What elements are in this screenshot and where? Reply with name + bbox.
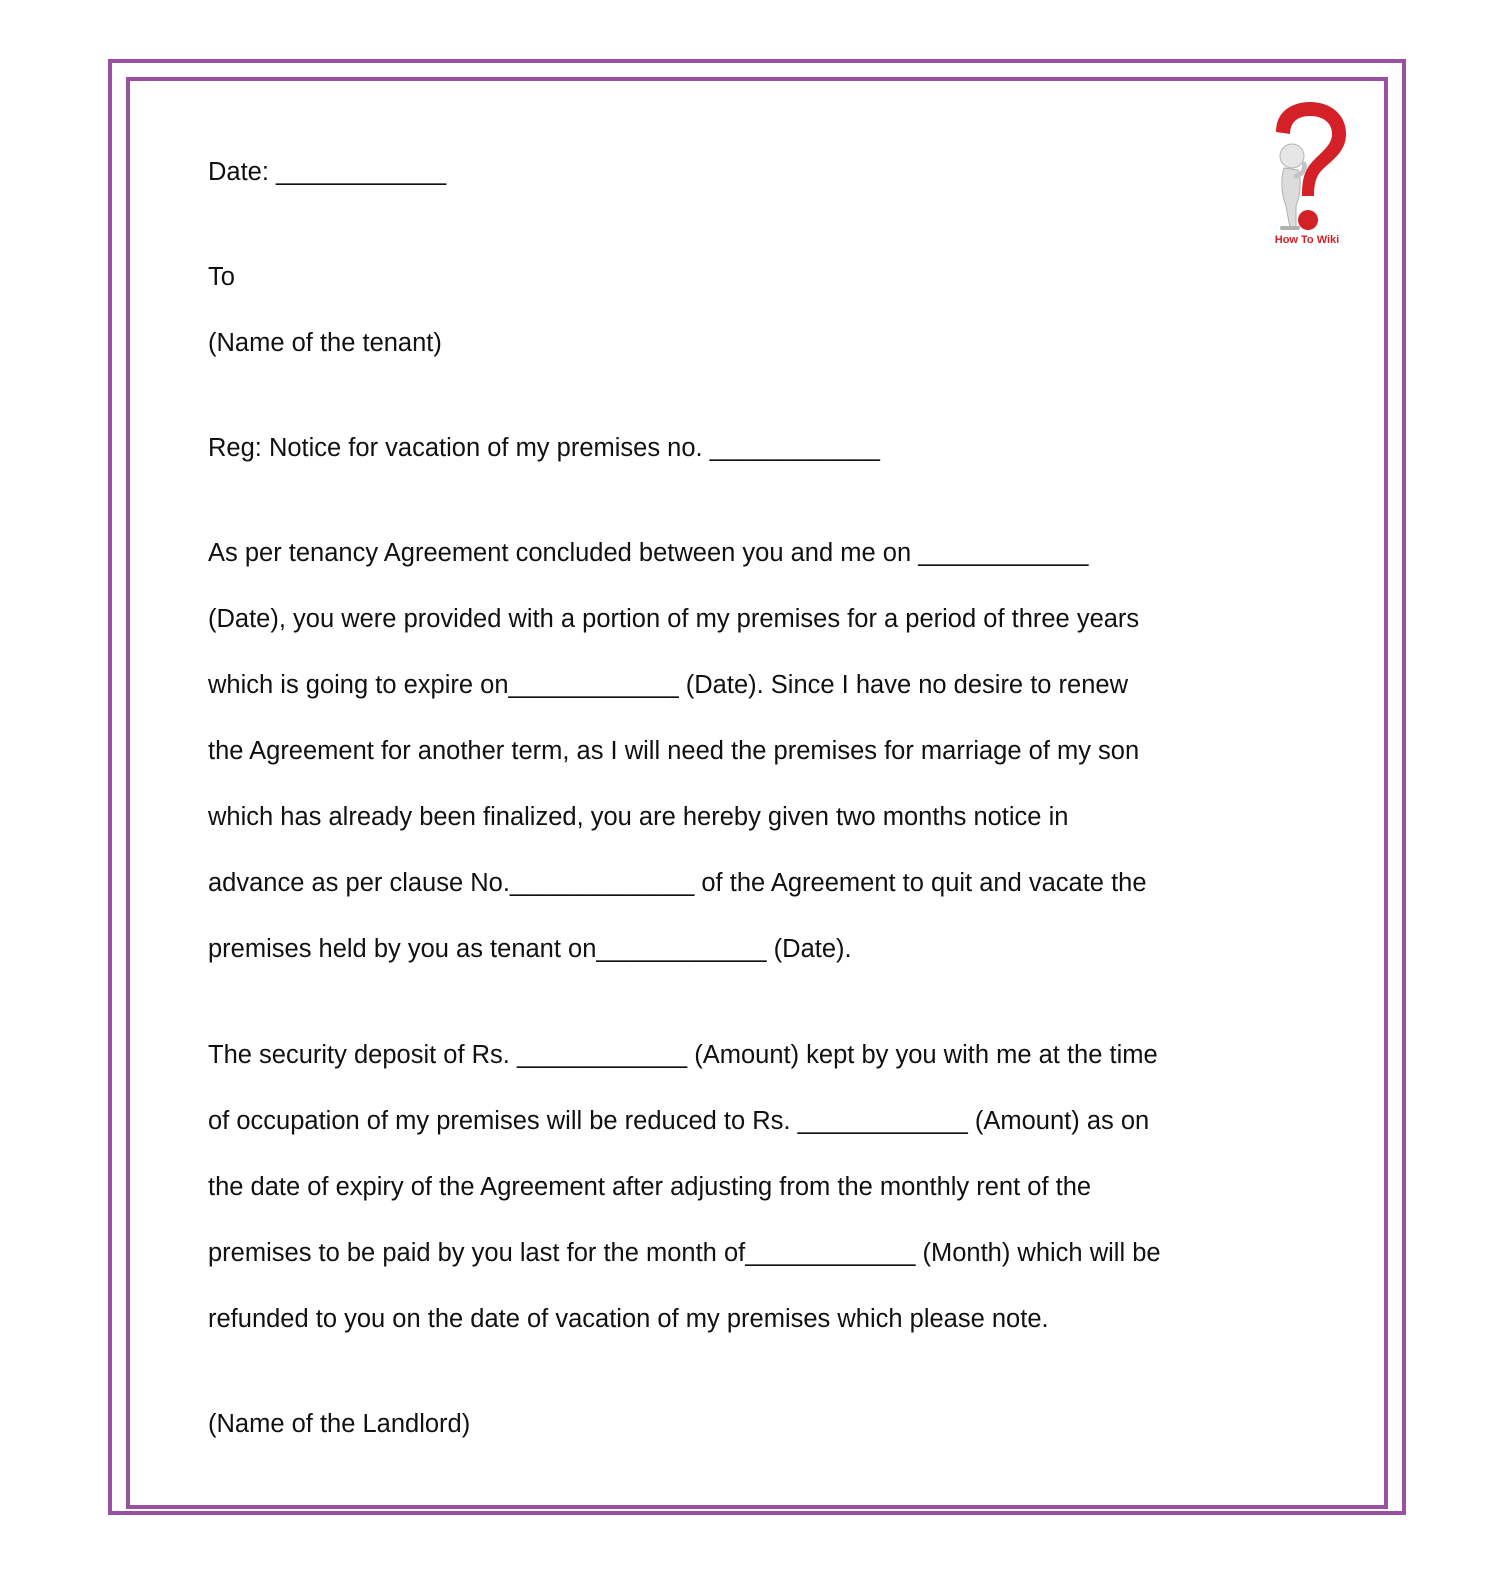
paragraph1-line: As per tenancy Agreement concluded between you and me on ____________ [208, 539, 1089, 567]
inner-page-border [126, 77, 1388, 1509]
paragraph1-line: which is going to expire on____________ (Date). Since I have no desire to renew [208, 671, 1129, 699]
paragraph1-line: the Agreement for another term, as I will need the premises for marriage of my son [208, 737, 1140, 765]
logo-caption: How To Wiki [1274, 234, 1340, 246]
paragraph2-line: premises to be paid by you last for the month of____________ (Month) which will be [208, 1239, 1161, 1267]
paragraph2-line: refunded to you on the date of vacation of my premises which please note. [208, 1305, 1049, 1333]
question-mark-figure-icon [1262, 100, 1352, 234]
paragraph2-line: The security deposit of Rs. ____________ (Amount) kept by you with me at the time [208, 1041, 1158, 1069]
paragraph2-line: the date of expiry of the Agreement after adjusting from the monthly rent of the [208, 1173, 1092, 1201]
how-to-wiki-logo [1262, 100, 1352, 252]
landlord-name-line: (Name of the Landlord) [208, 1410, 471, 1438]
paragraph1-line: (Date), you were provided with a portion of my premises for a period of three years [208, 605, 1140, 633]
to-line: To [208, 263, 235, 291]
paragraph1-line: premises held by you as tenant on____________ (Date). [208, 935, 852, 963]
paragraph2-line: of occupation of my premises will be reduced to Rs. ____________ (Amount) as on [208, 1107, 1150, 1135]
date-line: Date: ____________ [208, 158, 447, 186]
paragraph1-line: which has already been finalized, you are hereby given two months notice in [208, 803, 1069, 831]
subject-line: Reg: Notice for vacation of my premises no. ____________ [208, 434, 880, 462]
tenant-name-line: (Name of the tenant) [208, 329, 442, 357]
paragraph1-line: advance as per clause No._____________ of the Agreement to quit and vacate the [208, 869, 1147, 897]
